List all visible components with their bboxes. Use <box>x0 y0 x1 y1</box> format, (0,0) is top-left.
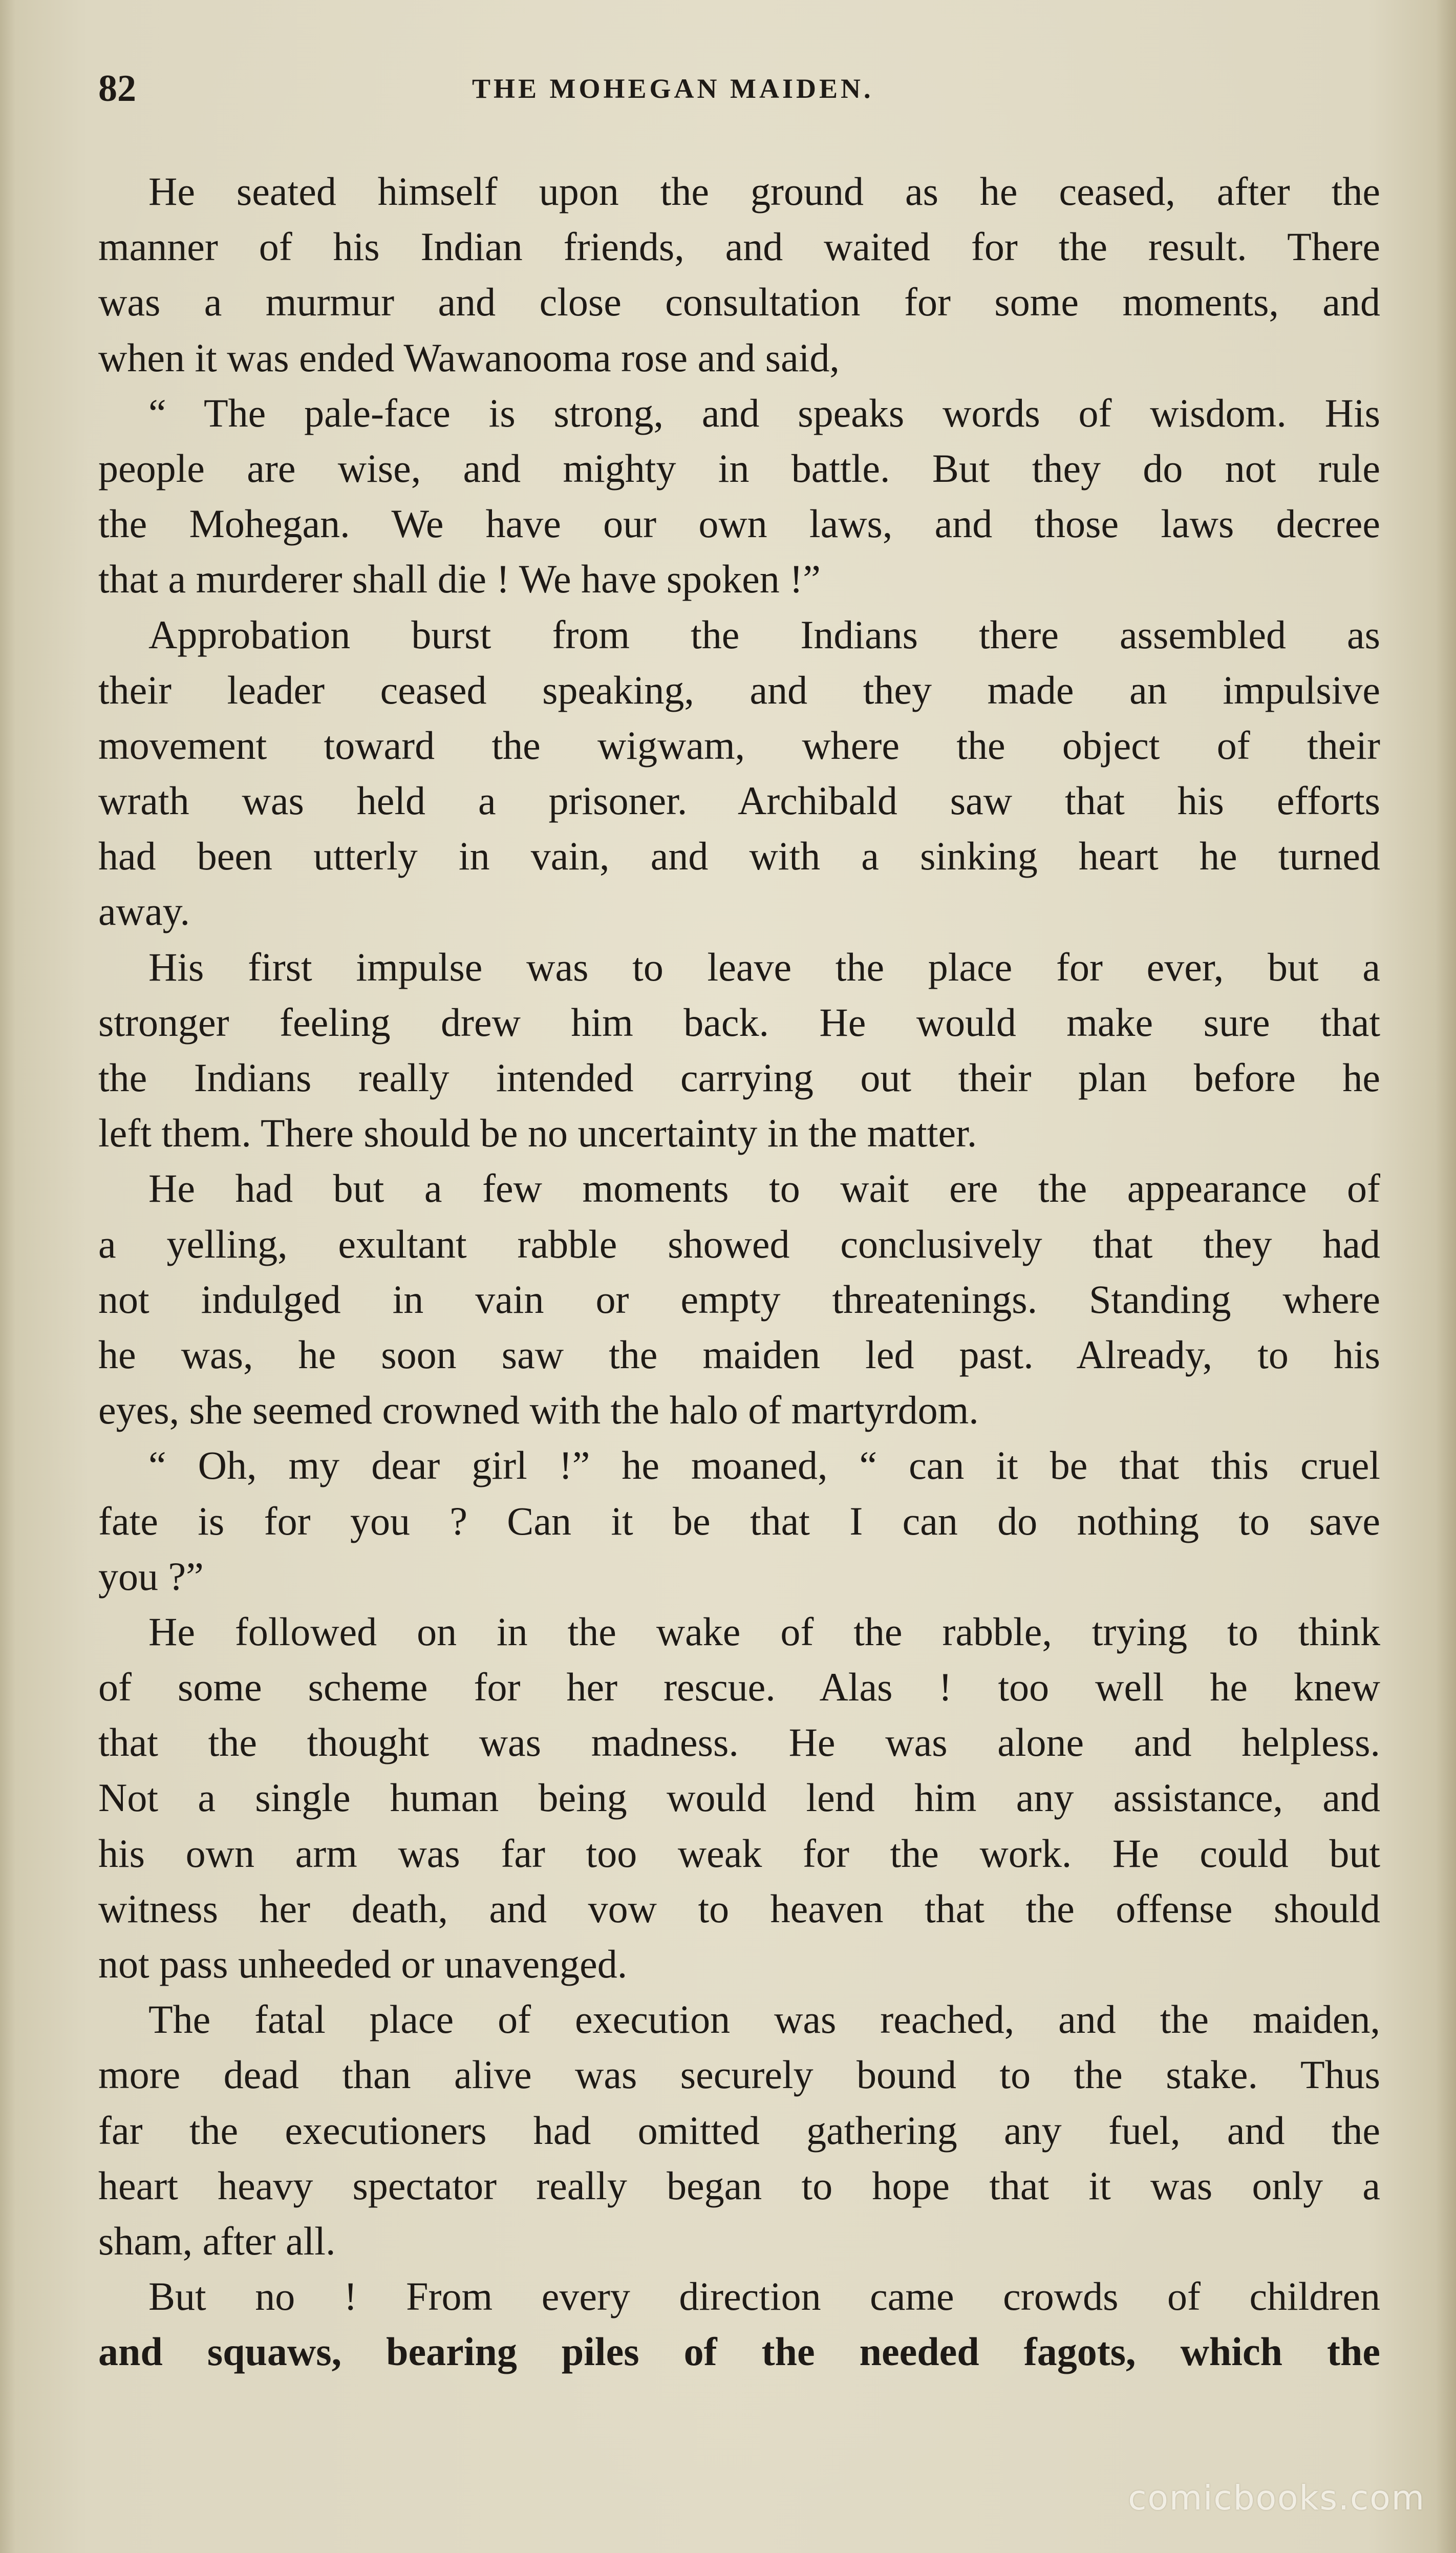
page-edge-shadow <box>1436 0 1456 2553</box>
text-line: eyes, she seemed crowned with the halo of martyrdom. <box>98 1388 979 1433</box>
text-line: He seated himself upon the ground as he ceased, after the <box>148 169 1380 214</box>
text-line: fate is for you ? Can it be that I can do nothing to save <box>98 1498 1380 1543</box>
text-line: people are wise, and mighty in battle. But they do not rule <box>98 445 1380 491</box>
text-line: left them. There should be no uncertainty in the matter. <box>98 1111 977 1156</box>
text-line: “ The pale-face is strong, and speaks words of wisdom. His <box>148 390 1380 435</box>
watermark: comicbooks.com <box>1128 2478 1425 2518</box>
text-line: of some scheme for her rescue. Alas ! too well he knew <box>98 1665 1380 1710</box>
text-line: The fatal place of execution was reached, and the maiden, <box>148 1997 1380 2042</box>
running-title: THE MOHEGAN MAIDEN. <box>472 73 874 104</box>
text-line: and squaws, bearing piles of the needed fagots, which the <box>98 2329 1380 2374</box>
text-line: away. <box>98 889 190 934</box>
text-line: you ?” <box>98 1554 204 1599</box>
text-line: he was, he soon saw the maiden led past. Already, to his <box>98 1332 1380 1377</box>
page-number: 82 <box>98 68 136 110</box>
text-line: when it was ended Wawanooma rose and said, <box>98 335 840 380</box>
text-line: that a murderer shall die ! We have spoken !” <box>98 557 821 602</box>
text-line: Not a single human being would lend him any assistance, and <box>98 1775 1380 1820</box>
text-line: wrath was held a prisoner. Archibald saw that his efforts <box>98 778 1380 823</box>
text-line: was a murmur and close consultation for some moments, and <box>98 280 1380 325</box>
text-line: a yelling, exultant rabble showed conclusively that they had <box>98 1221 1380 1266</box>
text-line: had been utterly in vain, and with a sinking heart he turned <box>98 834 1380 879</box>
text-line: his own arm was far too weak for the work. He could but <box>98 1831 1380 1876</box>
text-line: stronger feeling drew him back. He would make sure that <box>98 999 1380 1045</box>
body-text <box>98 164 1380 2380</box>
text-line: their leader ceased speaking, and they made an impulsive <box>98 667 1380 712</box>
text-line: more dead than alive was securely bound to the stake. Thus <box>98 2052 1380 2097</box>
text-line: But no ! From every direction came crowds of children <box>148 2274 1380 2319</box>
text-line: manner of his Indian friends, and waited for the result. There <box>98 224 1380 269</box>
text-line: the Indians really intended carrying out their plan before he <box>98 1055 1380 1100</box>
page-edge-shadow <box>0 0 15 2553</box>
text-line: not indulged in vain or empty threatenings. Standing where <box>98 1276 1380 1322</box>
text-line: movement toward the wigwam, where the object of their <box>98 722 1380 768</box>
running-head <box>98 60 1380 117</box>
text-line: sham, after all. <box>98 2218 336 2263</box>
text-line: Approbation burst from the Indians there assembled as <box>148 612 1380 657</box>
text-line: far the executioners had omitted gathering any fuel, and the <box>98 2108 1380 2153</box>
text-line: He had but a few moments to wait ere the appearance of <box>148 1166 1380 1211</box>
text-line: He followed on in the wake of the rabble, trying to think <box>148 1609 1380 1654</box>
text-line: “ Oh, my dear girl !” he moaned, “ can it be that this cruel <box>148 1443 1380 1488</box>
text-line: His first impulse was to leave the place for ever, but a <box>148 944 1380 989</box>
text-line: the Mohegan. We have our own laws, and those laws decree <box>98 501 1380 546</box>
text-line: heart heavy spectator really began to hope that it was only a <box>98 2163 1380 2208</box>
text-line: not pass unheeded or unavenged. <box>98 1942 628 1986</box>
text-line: that the thought was madness. He was alone and helpless. <box>98 1720 1380 1765</box>
text-line: witness her death, and vow to heaven that the offense should <box>98 1886 1380 1931</box>
